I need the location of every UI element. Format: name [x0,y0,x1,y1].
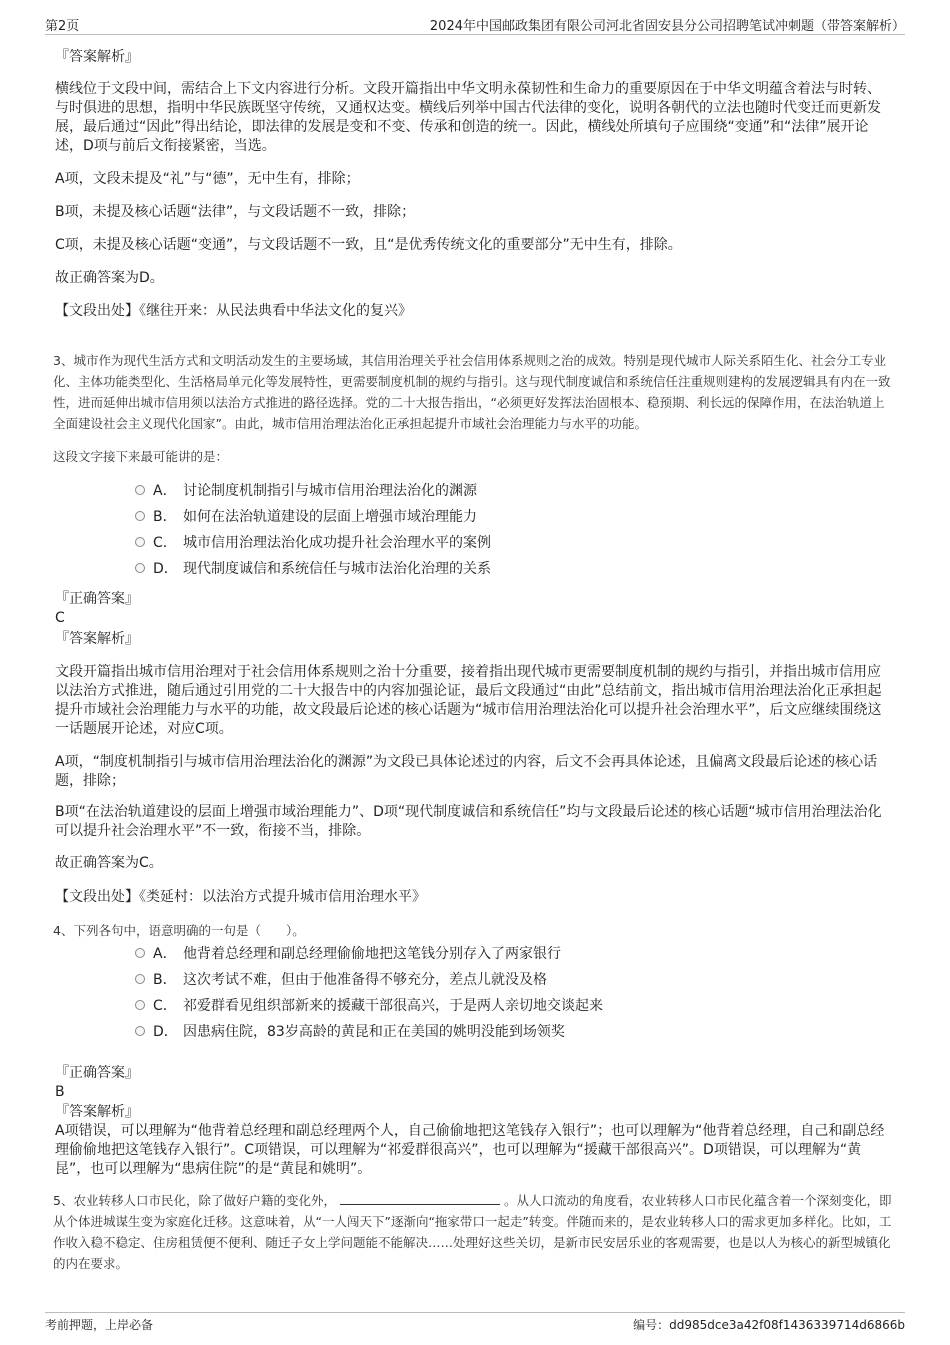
q5-stem-after: 。从人口流动的角度看，农业转移人口市民化蕴含着一个深刻变化，即从个体进城谋生变为家庭化迁移。这意味着，从“一人闯天下”逐渐向“拖家带口一起走”转变。伴随而来的，是农业转移人口的需求更加多样化。比如，工作收入稳不稳定、住房租赁便不便利、随迁子女上学问题能不能解决……处理好这些关切，是新市民安居乐业的客观需要，也是以人为核心的新型城镇化的内在要求。 [53,1193,892,1271]
footer-code-label: 编号： [633,1318,670,1332]
footer-code [633,1316,905,1333]
q3-analysis-label: 『答案解析』 [55,631,139,647]
page-number: 第2页 [45,19,80,34]
q4-stem: 4、下列各句中，语意明确的一句是（ ）。 [53,923,305,938]
radio-icon[interactable] [135,485,145,495]
q4-options [135,941,603,1045]
q3-option-bd-note: B项“在法治轨道建设的层面上增强市域治理能力”、D项“现代制度诚信和系统信任”均与文段最后论述的核心话题“城市信用治理法治化可以提升社会治理水平”不一致，衔接不当，排除。 [55,804,882,839]
q3-answer: C [55,610,65,626]
page-footer [45,1312,905,1334]
radio-icon[interactable] [135,511,145,521]
q3-source: 【文段出处】《类延村：以法治方式提升城市信用治理水平》 [55,889,426,905]
radio-icon[interactable] [135,563,145,573]
q3-option-b[interactable]: B． 如何在法治轨道建设的层面上增强市域治理能力 [135,504,491,530]
q3-option-c[interactable]: C． 城市信用治理法治化成功提升社会治理水平的案例 [135,530,491,556]
q3-answer-label: 『正确答案』 [55,591,139,607]
q5-fill-blank[interactable] [340,1191,500,1205]
radio-icon[interactable] [135,1026,145,1036]
q2-option-a-note: A项，文段未提及“礼”与“德”，无中生有，排除； [55,171,360,187]
q4-option-d[interactable]: D． 因患病住院，83岁高龄的黄昆和正在美国的姚明没能到场领奖 [135,1019,603,1045]
q4-answer: B [55,1084,65,1100]
q4-option-c[interactable]: C． 祁爱群看见组织部新来的援藏干部很高兴，于是两人亲切地交谈起来 [135,993,603,1019]
radio-icon[interactable] [135,974,145,984]
q3-option-d[interactable]: D． 现代制度诚信和系统信任与城市法治化治理的关系 [135,556,491,582]
footer-code-value: dd985dce3a42f08f1436339714d6866b [669,1318,905,1332]
q3-option-a-note: A项，“制度机制指引与城市信用治理法治化的渊源”为文段已具体论述过的内容，后文不会再具体论述，且偏离文段最后论述的核心话题，排除； [55,754,878,789]
footer-slogan: 考前押题，上岸必备 [45,1318,154,1332]
q4-option-b[interactable]: B． 这次考试不难，但由于他准备得不够充分，差点儿就没及格 [135,967,603,993]
q2-analysis-text: 横线位于文段中间，需结合上下文内容进行分析。文段开篇指出中华文明永葆韧性和生命力的重要原因在于中华文明蕴含着法与时转、与时俱进的思想，指明中华民族既坚守传统，又通权达变。横线后列举中国古代法律的变化，说明各朝代的立法也随时代变迁而更新发展，最后通过“因此”得出结论，即法律的发展是变和不变、传承和创造的统一。因此，横线处所填句子应围绕“变通”和“法律”展开论述，D项与前后文衔接紧密，当选。 [55,81,881,154]
radio-icon[interactable] [135,1000,145,1010]
q5-stem [53,1190,893,1274]
q2-option-b-note: B项，未提及核心话题“法律”，与文段话题不一致，排除； [55,204,416,220]
q3-stem: 3、城市作为现代生活方式和文明活动发生的主要场域，其信用治理关乎社会信用体系规则之治的成效。特别是现代城市人际关系陌生化、社会分工专业化、主体功能类型化、生活格局单元化等发展特性，更需要制度机制的规约与指引。这与现代制度诚信和系统信任注重规则建构的发展逻辑具有内在一致性，进而延伸出城市信用须以法治方式推进的路径选择。党的二十大报告指出，“必须更好发挥法治固根本、稳预期、利长远的保障作用，在法治轨道上全面建设社会主义现代化国家”。由此，城市信用治理法治化正承担起提升市域社会治理能力与水平的功能。 [53,353,891,431]
q2-conclusion: 故正确答案为D。 [55,270,164,286]
q4-analysis-label: 『答案解析』 [55,1104,139,1120]
q2-source: 【文段出处】《继往开来：从民法典看中华法文化的复兴》 [55,303,412,319]
q3-options [135,478,491,582]
q3-analysis-text: 文段开篇指出城市信用治理对于社会信用体系规则之治十分重要，接着指出现代城市更需要制度机制的规约与指引，并指出城市信用应以法治方式推进，随后通过引用党的二十大报告中的内容加强论证，最后文段通过“由此”总结前文，指出城市信用治理法治化正承担起提升市域社会治理能力与水平的功能，故文段最后论述的核心话题为“城市信用治理法治化可以提升社会治理水平”，后文应继续围绕这一话题展开论述，对应C项。 [55,664,882,737]
radio-icon[interactable] [135,537,145,547]
q3-option-a[interactable]: A． 讨论制度机制指引与城市信用治理法治化的渊源 [135,478,491,504]
q4-analysis-text: A项错误，可以理解为“他背着总经理和副总经理两个人，自己偷偷地把这笔钱存入银行”；也可以理解为“他背着总经理，自己和副总经理偷偷地把这笔钱存入银行”。C项错误，可以理解为“祁爱群很高兴”，也可以理解为“援藏干部很高兴”。D项错误，可以理解为“黄昆”，也可以理解为“患病住院”的是“黄昆和姚明”。 [55,1123,885,1177]
q3-prompt: 这段文字接下来最可能讲的是： [53,449,229,464]
radio-icon[interactable] [135,948,145,958]
q2-analysis-label: 『答案解析』 [55,49,139,65]
q5-stem-before: 5、农业转移人口市民化，除了做好户籍的变化外， [53,1193,336,1208]
document-title: 2024年中国邮政集团有限公司河北省固安县分公司招聘笔试冲刺题（带答案解析） [429,19,905,34]
page-header [45,15,905,35]
q4-answer-label: 『正确答案』 [55,1065,139,1081]
q2-option-c-note: C项，未提及核心话题“变通”，与文段话题不一致，且“是优秀传统文化的重要部分”无中生有，排除。 [55,237,682,253]
q3-conclusion: 故正确答案为C。 [55,855,163,871]
q4-option-a[interactable]: A． 他背着总经理和副总经理偷偷地把这笔钱分别存入了两家银行 [135,941,603,967]
